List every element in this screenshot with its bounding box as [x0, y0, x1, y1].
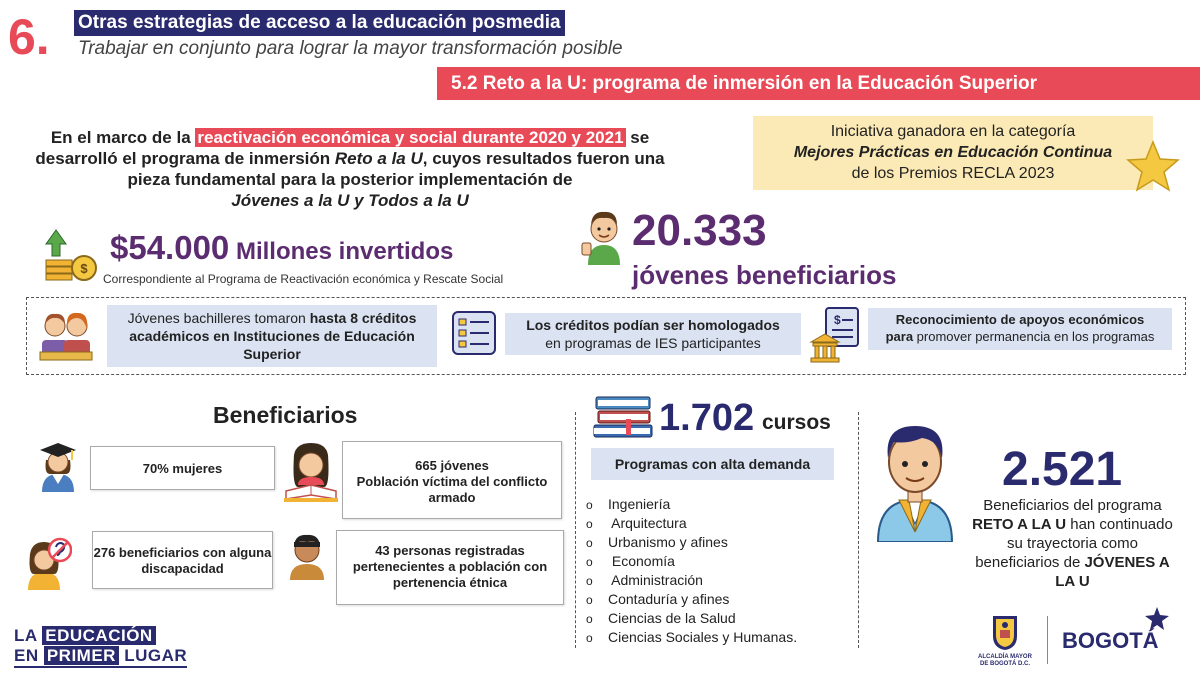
beneficiaries-women: 70% mujeres — [90, 446, 275, 490]
hearing-disability-icon — [24, 534, 72, 590]
youth-label: jóvenes beneficiarios — [632, 260, 897, 290]
award-line: de los Premios RECLA 2023 — [851, 165, 1055, 182]
money-growth-icon — [42, 226, 100, 284]
victims-label: Población víctima del conflicto armado — [356, 474, 548, 505]
award-box — [753, 116, 1153, 190]
list-item: o Urbanismo y afines — [586, 533, 797, 552]
graduate-woman-icon — [38, 440, 78, 492]
courses-label: cursos — [762, 411, 831, 434]
youth-count: 20.333 — [632, 206, 767, 255]
list-item: o Ciencias de la Salud — [586, 609, 797, 628]
education-first-logo — [14, 626, 187, 668]
logo-text: EN — [14, 646, 44, 665]
logo-text: LUGAR — [118, 646, 188, 665]
ethnic-person-icon — [286, 530, 328, 580]
logo-text: EDUCACIÓN — [42, 626, 155, 645]
list-item: o Contaduría y afines — [586, 590, 797, 609]
credits-text: promover permanencia en los programas — [913, 329, 1155, 344]
student-thumbs-up-icon — [580, 207, 628, 265]
section-number: 6. — [8, 9, 50, 65]
svg-text:$: $ — [80, 261, 88, 276]
trajectory-text-part: han continuado su trayectoria como beneficiarios de — [975, 516, 1173, 571]
trajectory-text — [970, 496, 1175, 591]
star-icon — [1125, 140, 1181, 192]
award-line: Iniciativa ganadora en la categoría — [830, 123, 1076, 140]
books-icon — [590, 393, 656, 439]
trajectory-program: JÓVENES A LA U — [1055, 554, 1170, 590]
intro-program-name: Reto a la U — [334, 149, 423, 168]
credits-text-bold: para — [885, 329, 914, 344]
list-item: o Economía — [586, 552, 797, 571]
intro-text: se desarrolló el programa de inmersión — [35, 128, 650, 168]
list-item: o Arquitectura — [586, 514, 797, 533]
section-subtitle: Trabajar en conjunto para lograr la mayor transformación posible — [78, 38, 623, 59]
trajectory-text-part: Beneficiarios del programa — [983, 497, 1162, 514]
intro-programs: Jóvenes a la U y Todos a la U — [231, 191, 469, 210]
bogota-crest-icon — [978, 612, 1032, 652]
credits-text: en programas de IES participantes — [545, 335, 761, 351]
credits-card-1 — [107, 305, 437, 367]
bogota-logo: BOGOTÁ — [1062, 628, 1159, 653]
victims-count: 665 jóvenes — [415, 458, 489, 473]
investment-amount — [110, 229, 453, 267]
svg-text:$: $ — [834, 313, 841, 327]
logo-text: PRIMER — [44, 646, 119, 665]
list-item: o Ingeniería — [586, 495, 797, 514]
list-item: o Administración — [586, 571, 797, 590]
student-icon — [872, 420, 958, 542]
investment-label: Millones invertidos — [229, 238, 454, 265]
logo-divider — [1047, 616, 1048, 664]
beneficiaries-ethnic: 43 personas registradas pertenecientes a población con pertenencia étnica — [336, 530, 564, 605]
trajectory-count: 2.521 — [1002, 443, 1123, 496]
bogota-star-icon — [1143, 606, 1171, 632]
credits-card-3 — [868, 308, 1172, 350]
credits-card-2 — [505, 313, 801, 355]
credits-text: Jóvenes bachilleres tomaron — [127, 310, 310, 326]
intro-highlight: reactivación económica y social durante 2020 y 2021 — [197, 128, 624, 147]
credits-text-bold: Los créditos podían ser homologados — [526, 317, 780, 333]
subsection-banner: 5.2 Reto a la U: programa de inmersión en la Educación Superior — [437, 67, 1200, 100]
logo-text: LA — [14, 626, 43, 645]
divider-right — [858, 412, 859, 648]
financial-document-icon — [808, 306, 862, 364]
beneficiaries-disability: 276 beneficiarios con alguna discapacidad — [92, 531, 273, 589]
intro-text: , cuyos resultados fueron una pieza fundamental para la posterior implementación de — [127, 149, 665, 189]
trajectory-program: RETO A LA U — [972, 516, 1067, 533]
girl-studying-icon — [282, 441, 340, 503]
investment-note: Correspondiente al Programa de Reactivación económica y Rescate Social — [103, 272, 504, 286]
intro-text: En el marco de la — [50, 128, 196, 147]
intro-paragraph — [30, 127, 670, 211]
beneficiaries-title: Beneficiarios — [213, 402, 358, 428]
investment-value: $54.000 — [110, 229, 230, 266]
credits-text-bold: hasta 8 créditos académicos en Instituciones de Educación Superior — [129, 310, 417, 362]
list-item: o Ciencias Sociales y Humanas. — [586, 628, 797, 647]
divider-left — [575, 412, 576, 648]
students-icon — [38, 308, 94, 362]
checklist-icon — [450, 309, 498, 357]
courses-count: 1.702 — [659, 397, 755, 439]
beneficiaries-victims — [342, 441, 562, 519]
credits-text-bold: Reconocimiento de apoyos económicos — [895, 312, 1145, 327]
award-category: Mejores Prácticas en Educación Continua — [793, 144, 1113, 161]
programs-list — [586, 495, 797, 647]
programs-header: Programas con alta demanda — [591, 448, 834, 480]
section-title: Otras estrategias de acceso a la educación posmedia — [74, 10, 565, 36]
alcaldia-label: ALCALDÍA MAYOR DE BOGOTÁ D.C. — [978, 654, 1032, 667]
